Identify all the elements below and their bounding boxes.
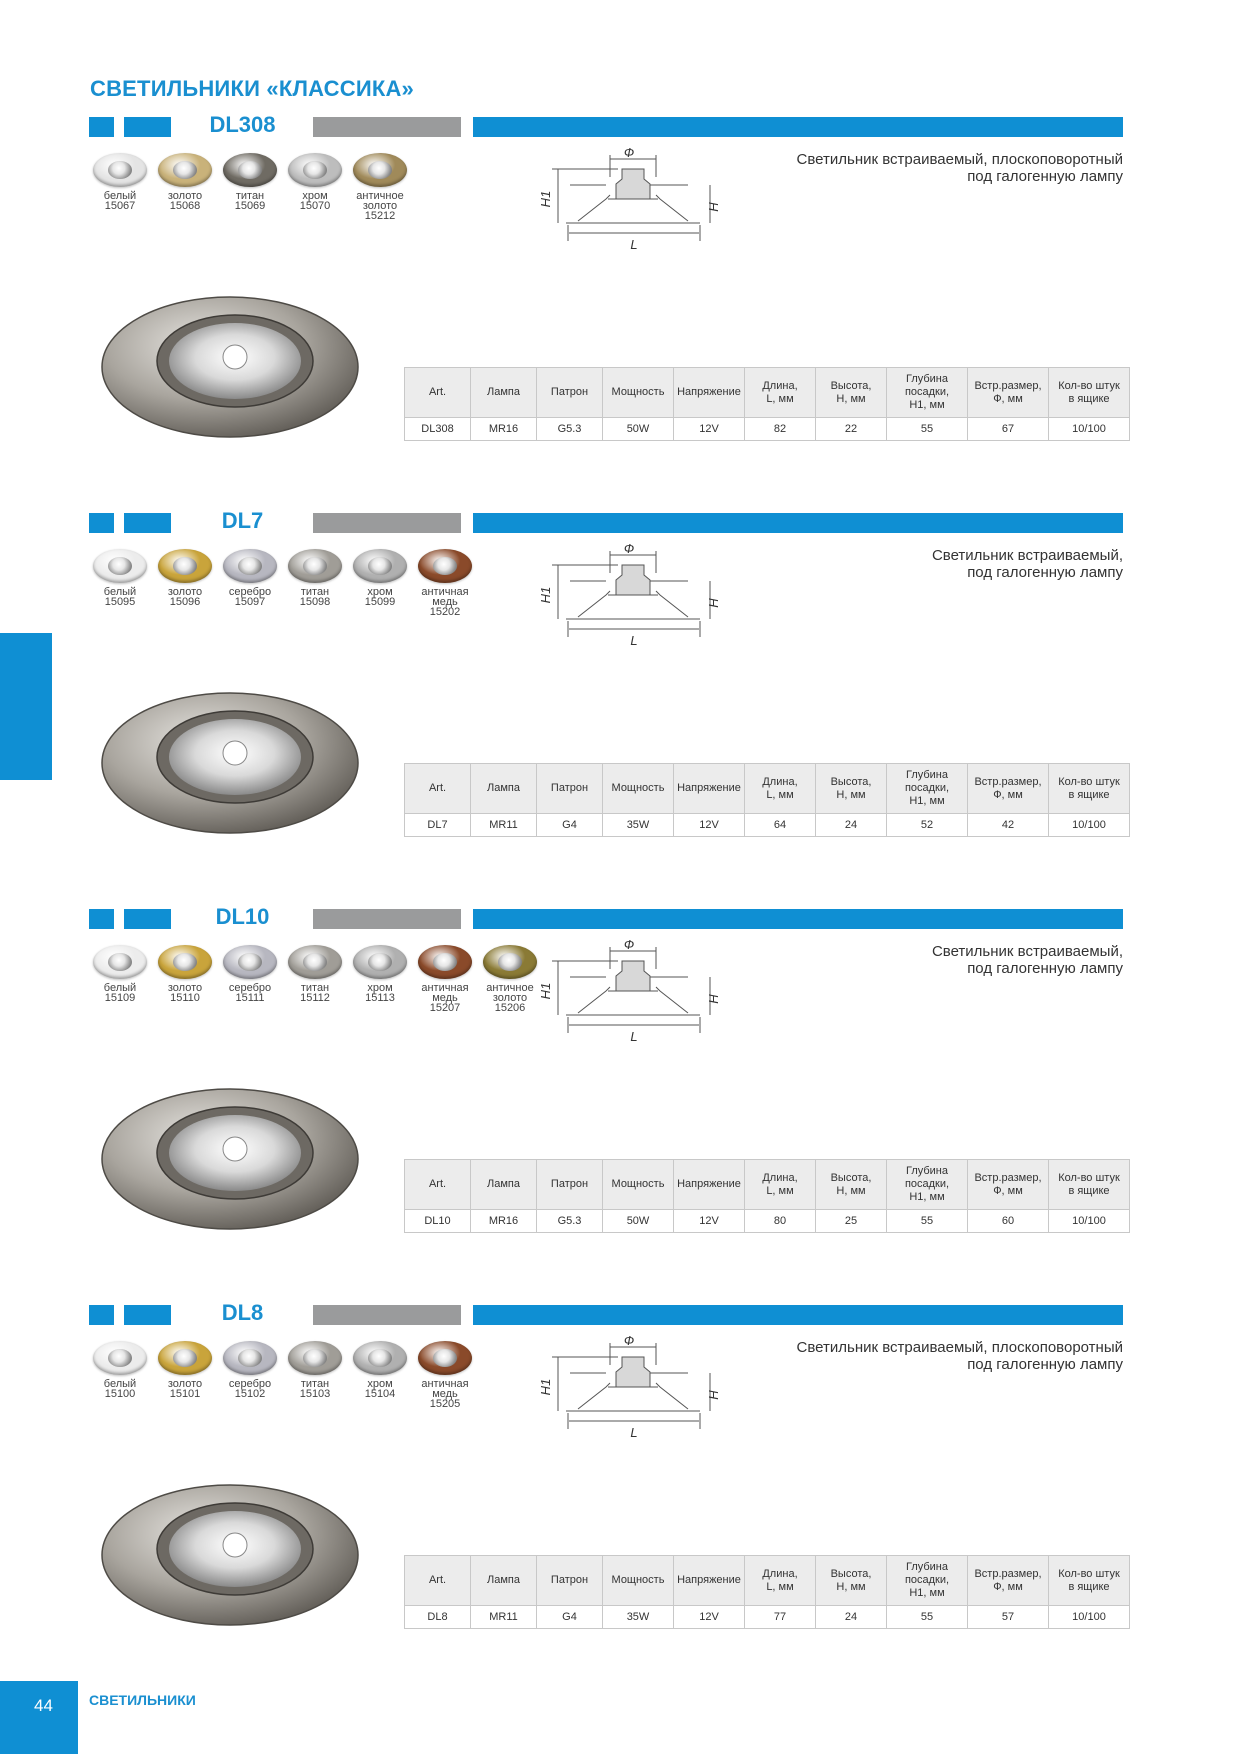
diagram-h-label: H bbox=[706, 1390, 721, 1400]
table-header-row bbox=[405, 1160, 1130, 1210]
color-variant bbox=[285, 1341, 345, 1399]
model-name: DL10 bbox=[215, 904, 270, 929]
header-bar-blue bbox=[473, 513, 1123, 533]
color-variant-label: хром 15104 bbox=[364, 1378, 396, 1400]
color-variant bbox=[155, 153, 215, 211]
color-variant bbox=[220, 153, 280, 211]
color-variant bbox=[155, 1341, 215, 1399]
table-cell: 12V bbox=[674, 1606, 745, 1629]
lamp-reflector-icon bbox=[173, 161, 197, 179]
lamp-finish-icon bbox=[93, 153, 147, 187]
table-row bbox=[405, 418, 1130, 441]
table-header-row bbox=[405, 764, 1130, 814]
table-header-cell: Патрон bbox=[537, 764, 603, 814]
table-header-cell: Высота, H, мм bbox=[816, 1160, 887, 1210]
color-variant bbox=[350, 153, 410, 221]
table-cell: 10/100 bbox=[1049, 814, 1130, 837]
color-variant-label: серебро 15102 bbox=[228, 1378, 272, 1400]
color-variant bbox=[415, 549, 475, 617]
table-header-cell: Кол-во штук в ящике bbox=[1049, 1556, 1130, 1606]
color-variant bbox=[220, 549, 280, 607]
color-variant-label: золото 15110 bbox=[167, 982, 203, 1004]
product-description: Светильник встраиваемый, плоскоповоротный под галогенную лампу bbox=[796, 151, 1123, 185]
table-header-cell: Длина, L, мм bbox=[745, 764, 816, 814]
diagram-phi-label: Ф bbox=[623, 145, 635, 160]
lamp-reflector-icon bbox=[108, 557, 132, 575]
lamp-finish-icon bbox=[223, 945, 277, 979]
header-bar-gray bbox=[313, 1305, 461, 1325]
color-variant bbox=[480, 945, 540, 1013]
header-bar-blue bbox=[473, 1305, 1123, 1325]
header-bar-gray bbox=[313, 909, 461, 929]
lamp-reflector-icon bbox=[368, 953, 392, 971]
table-header-cell: Напряжение bbox=[674, 764, 745, 814]
table-cell: 60 bbox=[968, 1210, 1049, 1233]
table-cell: MR11 bbox=[471, 1606, 537, 1629]
table-header-cell: Кол-во штук в ящике bbox=[1049, 1160, 1130, 1210]
table-header-cell: Встр.размер, Ф, мм bbox=[968, 1556, 1049, 1606]
lamp-finish-icon bbox=[93, 1341, 147, 1375]
diagram-h1-label: H1 bbox=[538, 982, 553, 1000]
product-section bbox=[0, 508, 1240, 909]
lamp-finish-icon bbox=[353, 1341, 407, 1375]
product-section bbox=[0, 904, 1240, 1305]
table-header-cell: Мощность bbox=[603, 1556, 674, 1606]
lamp-finish-icon bbox=[288, 153, 342, 187]
table-cell: 52 bbox=[887, 814, 968, 837]
color-variant bbox=[90, 153, 150, 211]
lamp-finish-icon bbox=[158, 1341, 212, 1375]
lamp-finish-icon bbox=[418, 945, 472, 979]
lamp-finish-icon bbox=[353, 153, 407, 187]
color-variant-label: античная медь 15205 bbox=[421, 1378, 469, 1410]
header-bar-square bbox=[89, 1305, 114, 1325]
table-row bbox=[405, 814, 1130, 837]
table-cell: MR16 bbox=[471, 1210, 537, 1233]
lamp-reflector-icon bbox=[108, 953, 132, 971]
table-header-cell: Art. bbox=[405, 1556, 471, 1606]
color-variant-label: золото 15101 bbox=[167, 1378, 203, 1400]
color-variant bbox=[415, 1341, 475, 1409]
color-variant bbox=[90, 945, 150, 1003]
model-name: DL8 bbox=[221, 1300, 264, 1325]
header-bar-blue bbox=[473, 117, 1123, 137]
lamp-reflector-icon bbox=[433, 557, 457, 575]
table-cell: MR11 bbox=[471, 814, 537, 837]
lamp-reflector-icon bbox=[433, 953, 457, 971]
diagram-h-label: H bbox=[706, 202, 721, 212]
spec-table bbox=[404, 1555, 1130, 1629]
lamp-reflector-icon bbox=[238, 1349, 262, 1367]
table-cell: 55 bbox=[887, 1606, 968, 1629]
table-header-cell: Встр.размер, Ф, мм bbox=[968, 764, 1049, 814]
table-row bbox=[405, 1606, 1130, 1629]
table-header-cell: Напряжение bbox=[674, 1556, 745, 1606]
table-header-cell: Напряжение bbox=[674, 368, 745, 418]
header-bar-block bbox=[124, 513, 171, 533]
dimension-diagram bbox=[538, 541, 721, 655]
table-header-cell: Глубина посадки, H1, мм bbox=[887, 764, 968, 814]
model-name: DL308 bbox=[209, 112, 276, 137]
table-cell: G4 bbox=[537, 1606, 603, 1629]
lamp-reflector-icon bbox=[173, 953, 197, 971]
table-cell: 24 bbox=[816, 814, 887, 837]
lamp-reflector-icon bbox=[303, 1349, 327, 1367]
table-cell: 12V bbox=[674, 1210, 745, 1233]
diagram-h-label: H bbox=[706, 598, 721, 608]
diagram-phi-label: Ф bbox=[623, 1333, 635, 1348]
table-header-cell: Лампа bbox=[471, 1160, 537, 1210]
table-header-cell: Длина, L, мм bbox=[745, 368, 816, 418]
lamp-reflector-icon bbox=[108, 1349, 132, 1367]
product-photo bbox=[95, 683, 375, 853]
color-variant-label: титан 15069 bbox=[234, 190, 266, 212]
lamp-finish-icon bbox=[288, 549, 342, 583]
table-cell: 10/100 bbox=[1049, 1606, 1130, 1629]
product-photo bbox=[95, 1079, 375, 1249]
footer-label: СВЕТИЛЬНИКИ bbox=[89, 1692, 196, 1708]
lamp-reflector-icon bbox=[238, 557, 262, 575]
table-cell: DL10 bbox=[405, 1210, 471, 1233]
color-variant-label: античная медь 15207 bbox=[421, 982, 469, 1014]
header-bar-gray bbox=[313, 513, 461, 533]
lamp-finish-icon bbox=[288, 945, 342, 979]
color-variant-label: серебро 15097 bbox=[228, 586, 272, 608]
product-description: Светильник встраиваемый, плоскоповоротный под галогенную лампу bbox=[796, 1339, 1123, 1373]
lamp-finish-icon bbox=[353, 945, 407, 979]
spec-table bbox=[404, 367, 1130, 441]
color-variant bbox=[285, 153, 345, 211]
color-variant-label: белый 15067 bbox=[103, 190, 137, 212]
color-variant-label: белый 15109 bbox=[103, 982, 137, 1004]
color-variant bbox=[220, 1341, 280, 1399]
table-cell: 12V bbox=[674, 814, 745, 837]
table-cell: 12V bbox=[674, 418, 745, 441]
lamp-finish-icon bbox=[158, 945, 212, 979]
table-cell: 77 bbox=[745, 1606, 816, 1629]
table-cell: 10/100 bbox=[1049, 1210, 1130, 1233]
color-variant bbox=[155, 549, 215, 607]
color-variant-label: хром 15113 bbox=[365, 982, 395, 1004]
table-header-cell: Глубина посадки, H1, мм bbox=[887, 1556, 968, 1606]
table-header-cell: Лампа bbox=[471, 368, 537, 418]
table-header-cell: Высота, H, мм bbox=[816, 368, 887, 418]
table-header-cell: Art. bbox=[405, 764, 471, 814]
table-cell: 57 bbox=[968, 1606, 1049, 1629]
dimension-diagram bbox=[538, 145, 721, 259]
color-variant-label: титан 15098 bbox=[299, 586, 331, 608]
table-cell: G5.3 bbox=[537, 418, 603, 441]
header-bar-block bbox=[124, 1305, 171, 1325]
color-variant-label: белый 15095 bbox=[103, 586, 137, 608]
lamp-reflector-icon bbox=[173, 1349, 197, 1367]
header-bar-block bbox=[124, 909, 171, 929]
table-cell: G4 bbox=[537, 814, 603, 837]
lamp-finish-icon bbox=[93, 945, 147, 979]
lamp-finish-icon bbox=[353, 549, 407, 583]
table-header-cell: Кол-во штук в ящике bbox=[1049, 764, 1130, 814]
table-header-cell: Art. bbox=[405, 368, 471, 418]
table-cell: DL308 bbox=[405, 418, 471, 441]
table-cell: 55 bbox=[887, 418, 968, 441]
table-cell: 82 bbox=[745, 418, 816, 441]
color-variant bbox=[350, 1341, 410, 1399]
lamp-reflector-icon bbox=[303, 953, 327, 971]
lamp-finish-icon bbox=[93, 549, 147, 583]
diagram-l-label: L bbox=[630, 1029, 638, 1044]
diagram-h-label: H bbox=[706, 994, 721, 1004]
color-variant bbox=[350, 549, 410, 607]
table-header-cell: Art. bbox=[405, 1160, 471, 1210]
table-cell: 67 bbox=[968, 418, 1049, 441]
lamp-reflector-icon bbox=[173, 557, 197, 575]
product-description: Светильник встраиваемый, под галогенную лампу bbox=[931, 547, 1123, 581]
color-variant-label: золото 15068 bbox=[167, 190, 203, 212]
lamp-reflector-icon bbox=[433, 1349, 457, 1367]
table-header-cell: Мощность bbox=[603, 1160, 674, 1210]
color-variant bbox=[90, 1341, 150, 1399]
spec-table bbox=[404, 763, 1130, 837]
table-cell: 50W bbox=[603, 1210, 674, 1233]
lamp-finish-icon bbox=[158, 549, 212, 583]
color-variant-label: хром 15070 bbox=[299, 190, 331, 212]
table-row bbox=[405, 1210, 1130, 1233]
table-header-cell: Кол-во штук в ящике bbox=[1049, 368, 1130, 418]
color-variant bbox=[285, 549, 345, 607]
lamp-reflector-icon bbox=[303, 557, 327, 575]
page-title: СВЕТИЛЬНИКИ «КЛАССИКА» bbox=[90, 76, 414, 101]
color-variant-label: титан 15103 bbox=[299, 1378, 331, 1400]
color-variant bbox=[350, 945, 410, 1003]
spec-table bbox=[404, 1159, 1130, 1233]
table-header-cell: Глубина посадки, H1, мм bbox=[887, 368, 968, 418]
dimension-diagram bbox=[538, 937, 721, 1051]
table-header-row bbox=[405, 368, 1130, 418]
product-photo bbox=[95, 1475, 375, 1645]
color-variant bbox=[415, 945, 475, 1013]
lamp-finish-icon bbox=[223, 153, 277, 187]
diagram-l-label: L bbox=[630, 237, 638, 252]
product-description: Светильник встраиваемый, под галогенную лампу bbox=[931, 943, 1123, 977]
table-header-cell: Встр.размер, Ф, мм bbox=[968, 1160, 1049, 1210]
lamp-reflector-icon bbox=[368, 1349, 392, 1367]
header-bar-square bbox=[89, 117, 114, 137]
diagram-phi-label: Ф bbox=[623, 937, 635, 952]
header-bar-square bbox=[89, 513, 114, 533]
lamp-reflector-icon bbox=[108, 161, 132, 179]
table-cell: 22 bbox=[816, 418, 887, 441]
table-header-cell: Длина, L, мм bbox=[745, 1160, 816, 1210]
color-variant-label: белый 15100 bbox=[103, 1378, 137, 1400]
table-cell: 64 bbox=[745, 814, 816, 837]
diagram-h1-label: H1 bbox=[538, 586, 553, 604]
table-header-cell: Глубина посадки, H1, мм bbox=[887, 1160, 968, 1210]
table-cell: DL7 bbox=[405, 814, 471, 837]
lamp-reflector-icon bbox=[238, 161, 262, 179]
color-variant-label: титан 15112 bbox=[300, 982, 330, 1004]
table-cell: 35W bbox=[603, 814, 674, 837]
table-cell: 35W bbox=[603, 1606, 674, 1629]
color-variant-label: античное золото 15206 bbox=[486, 982, 534, 1014]
table-header-cell: Встр.размер, Ф, мм bbox=[968, 368, 1049, 418]
lamp-finish-icon bbox=[158, 153, 212, 187]
lamp-finish-icon bbox=[223, 549, 277, 583]
table-cell: 10/100 bbox=[1049, 418, 1130, 441]
diagram-h1-label: H1 bbox=[538, 190, 553, 208]
table-header-cell: Высота, H, мм bbox=[816, 764, 887, 814]
table-cell: G5.3 bbox=[537, 1210, 603, 1233]
diagram-l-label: L bbox=[630, 633, 638, 648]
lamp-reflector-icon bbox=[303, 161, 327, 179]
table-cell: 80 bbox=[745, 1210, 816, 1233]
diagram-l-label: L bbox=[630, 1425, 638, 1440]
table-header-cell: Лампа bbox=[471, 1556, 537, 1606]
footer-page-block bbox=[0, 1681, 78, 1754]
lamp-reflector-icon bbox=[368, 161, 392, 179]
model-name: DL7 bbox=[221, 508, 264, 533]
table-header-cell: Патрон bbox=[537, 368, 603, 418]
product-photo bbox=[95, 287, 375, 457]
table-header-cell: Патрон bbox=[537, 1160, 603, 1210]
lamp-finish-icon bbox=[288, 1341, 342, 1375]
lamp-finish-icon bbox=[483, 945, 537, 979]
product-section bbox=[0, 112, 1240, 513]
diagram-h1-label: H1 bbox=[538, 1378, 553, 1396]
table-header-row bbox=[405, 1556, 1130, 1606]
header-bar-square bbox=[89, 909, 114, 929]
table-cell: DL8 bbox=[405, 1606, 471, 1629]
table-header-cell: Высота, H, мм bbox=[816, 1556, 887, 1606]
table-header-cell: Патрон bbox=[537, 1556, 603, 1606]
color-variant-label: античное золото 15212 bbox=[356, 190, 404, 222]
table-header-cell: Длина, L, мм bbox=[745, 1556, 816, 1606]
color-variant-label: античная медь 15202 bbox=[421, 586, 469, 618]
lamp-finish-icon bbox=[418, 1341, 472, 1375]
lamp-reflector-icon bbox=[498, 953, 522, 971]
table-cell: 25 bbox=[816, 1210, 887, 1233]
table-header-cell: Напряжение bbox=[674, 1160, 745, 1210]
lamp-reflector-icon bbox=[368, 557, 392, 575]
table-header-cell: Мощность bbox=[603, 764, 674, 814]
header-bar-blue bbox=[473, 909, 1123, 929]
color-variant-label: серебро 15111 bbox=[228, 982, 272, 1004]
color-variant-label: хром 15099 bbox=[364, 586, 396, 608]
color-variant bbox=[220, 945, 280, 1003]
table-cell: 55 bbox=[887, 1210, 968, 1233]
dimension-diagram bbox=[538, 1333, 721, 1447]
color-variant bbox=[90, 549, 150, 607]
color-variant bbox=[155, 945, 215, 1003]
table-cell: 50W bbox=[603, 418, 674, 441]
color-variant bbox=[285, 945, 345, 1003]
table-cell: 24 bbox=[816, 1606, 887, 1629]
table-cell: MR16 bbox=[471, 418, 537, 441]
lamp-finish-icon bbox=[418, 549, 472, 583]
table-header-cell: Лампа bbox=[471, 764, 537, 814]
table-header-cell: Мощность bbox=[603, 368, 674, 418]
product-section bbox=[0, 1300, 1240, 1701]
diagram-phi-label: Ф bbox=[623, 541, 635, 556]
lamp-finish-icon bbox=[223, 1341, 277, 1375]
header-bar-gray bbox=[313, 117, 461, 137]
table-cell: 42 bbox=[968, 814, 1049, 837]
page-number: 44 bbox=[34, 1696, 53, 1715]
lamp-reflector-icon bbox=[238, 953, 262, 971]
color-variant-label: золото 15096 bbox=[167, 586, 203, 608]
header-bar-block bbox=[124, 117, 171, 137]
